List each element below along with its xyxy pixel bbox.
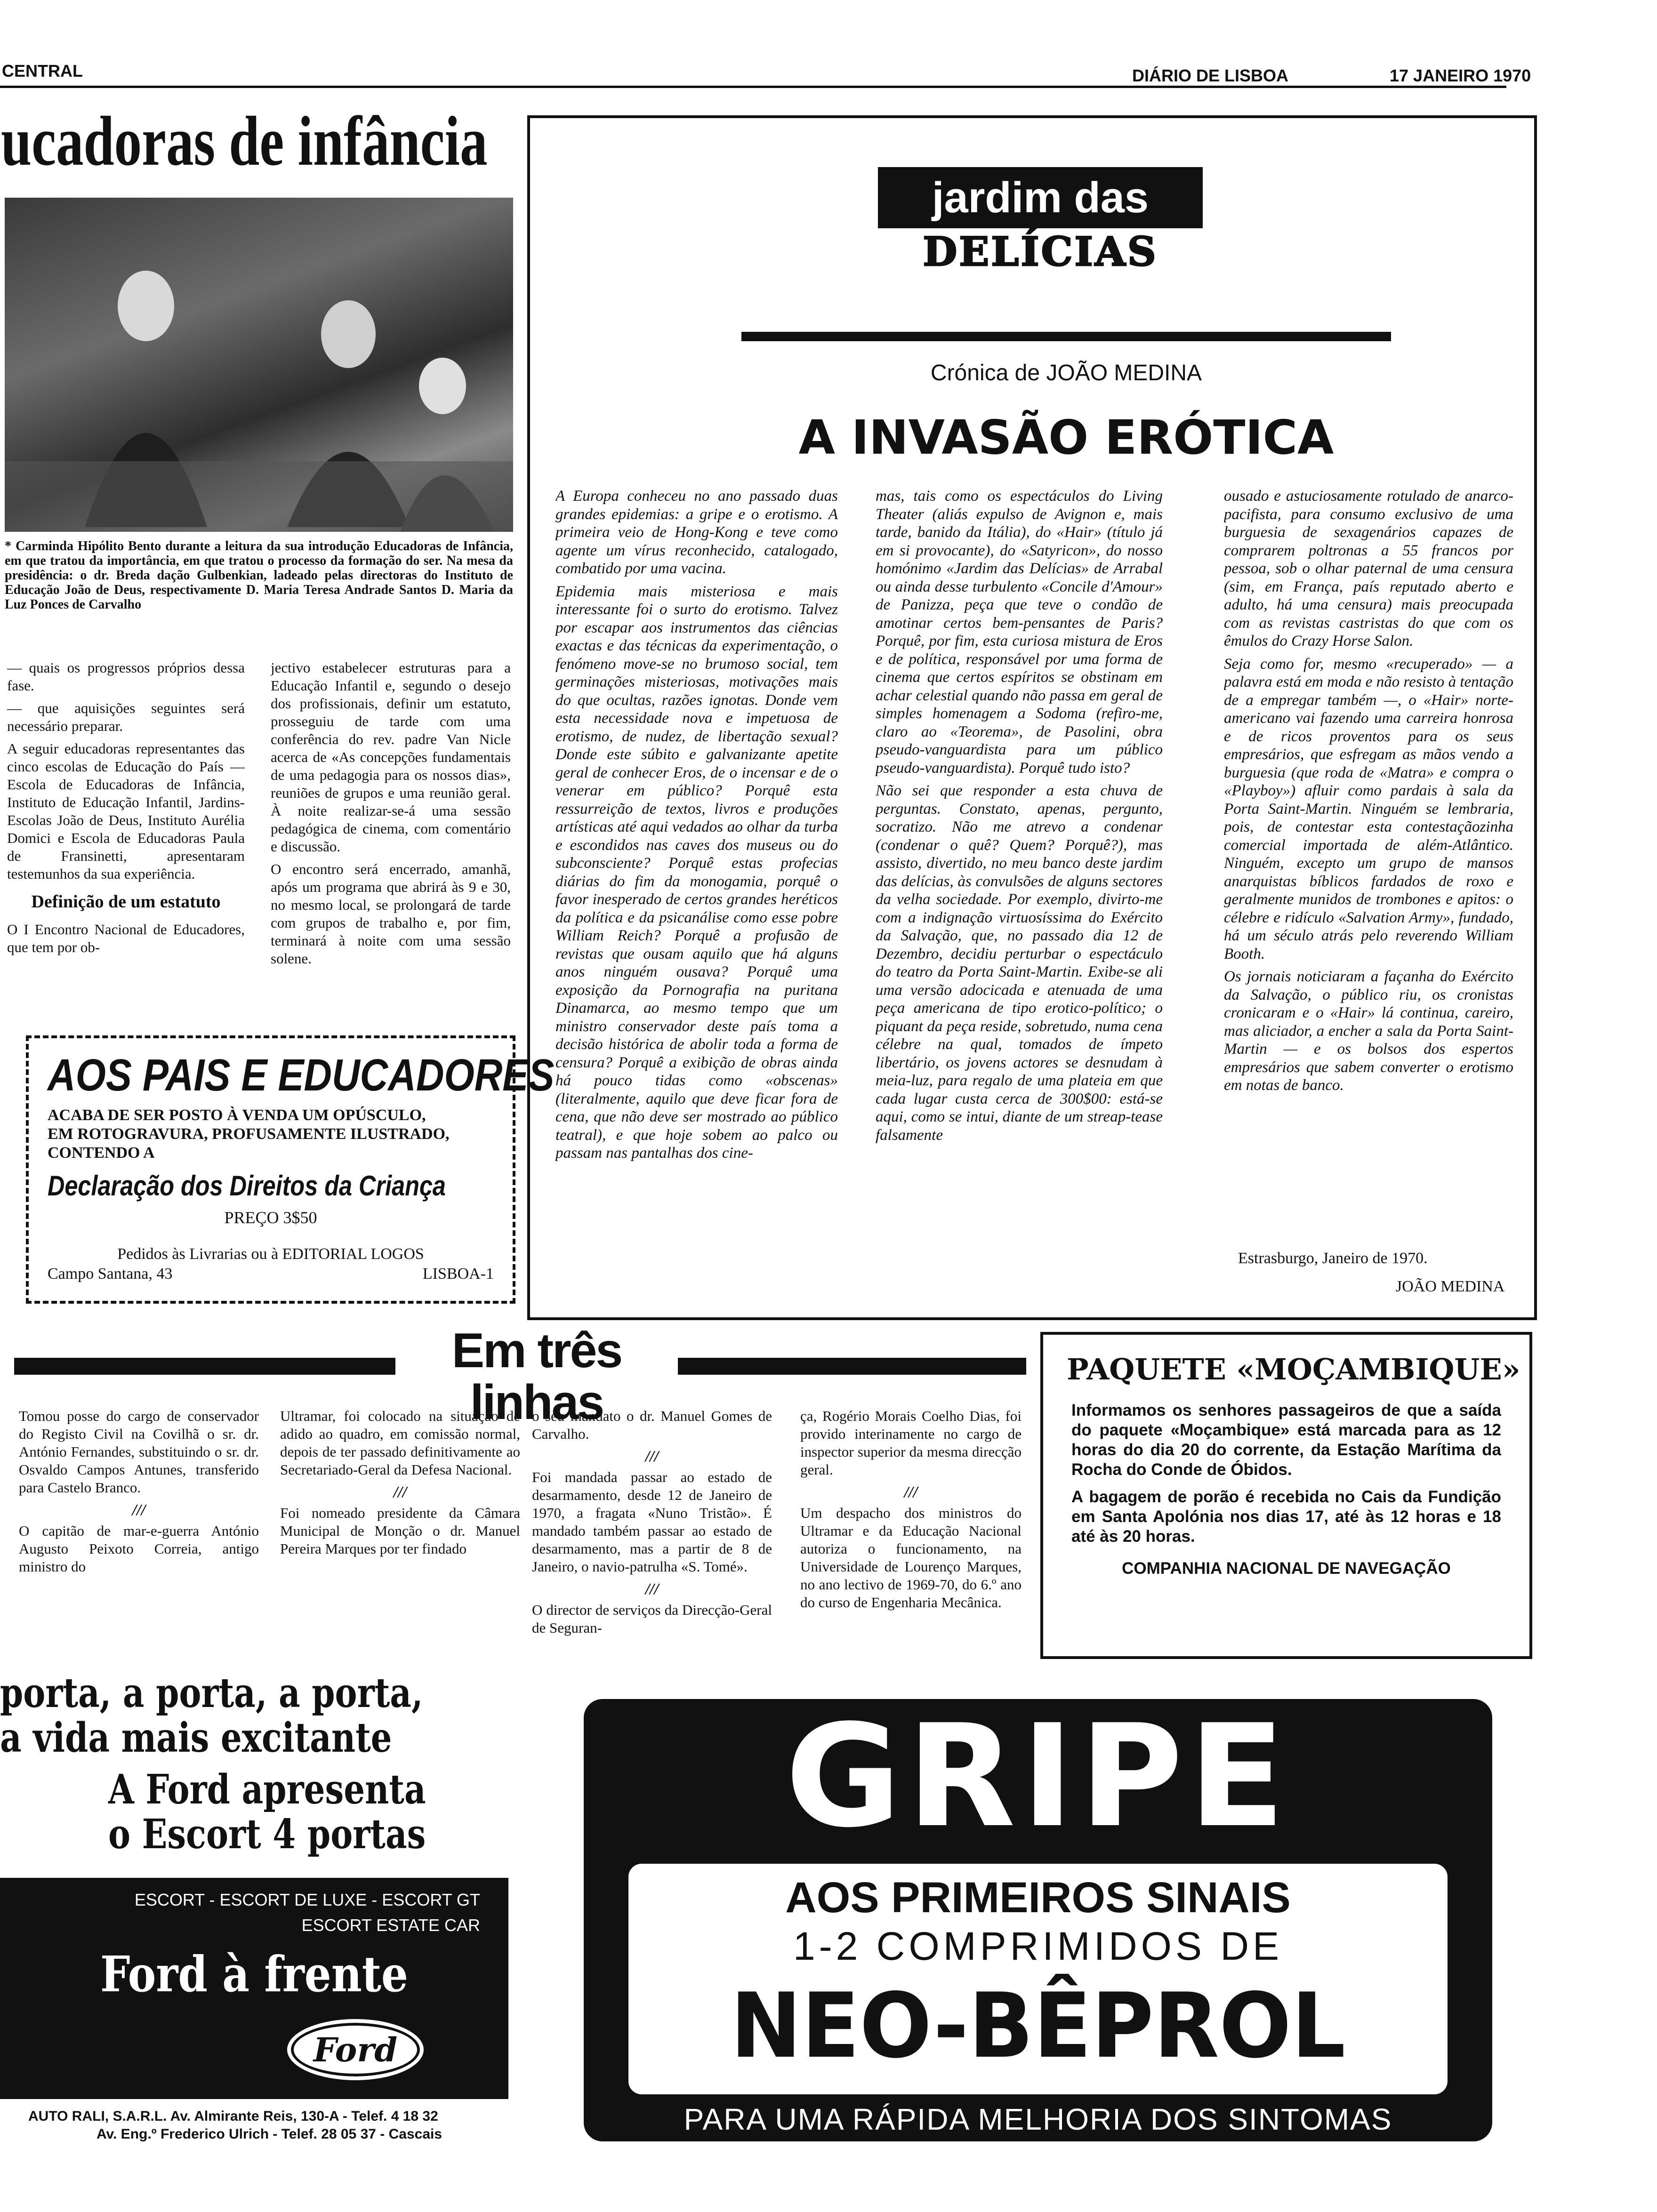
paquete-ad [1040, 1332, 1532, 1659]
newspaper-name: DIÁRIO DE LISBOA [1132, 66, 1289, 85]
ford-line: porta, a porta, a porta, [0, 1669, 423, 1717]
gripe-line: AOS PRIMEIROS SINAIS [785, 1874, 1291, 1922]
paquete-company: COMPANHIA NACIONAL DE NAVEGAÇÃO [1122, 1559, 1451, 1578]
tres-linhas-col1 [19, 1407, 259, 1628]
brief: O capitão de mar-e-guerra António Augusto Peixoto Correia, antigo ministro do [19, 1523, 259, 1575]
page-header [0, 0, 1657, 89]
left-article-col2 [271, 659, 511, 1031]
logo-top: jardim das [878, 167, 1203, 228]
ad-price: PREÇO 3$50 [224, 1208, 317, 1227]
gripe-brand: NEO-BÊPROL [730, 1974, 1346, 2078]
jardim-headline: A INVASÃO ERÓTICA [798, 410, 1334, 465]
ford-logo-text: Ford [313, 2030, 398, 2069]
gripe-title: GRIPE [785, 1694, 1291, 1859]
ford-models: ESCORT - ESCORT DE LUXE - ESCORT GT [134, 1890, 480, 1909]
jardim-logo [878, 167, 1203, 280]
separator: /// [132, 1501, 146, 1519]
ad-address-row [48, 1265, 494, 1283]
ad-city: LISBOA-1 [422, 1265, 494, 1282]
brief: Foi mandada passar ao estado de desarmamento, desde 12 de Janeiro de 1970, a fragata «Nuno Tristão». É mandado também passar ao estado de desarmamento, mas a partir de 8 de Janeiro, o navio-patrulha «S. Tomé». [532, 1469, 772, 1575]
brief: o seu mandato o dr. Manuel Gomes de Carvalho. [532, 1408, 772, 1442]
ford-ad [0, 1671, 518, 2156]
photo-figures [5, 198, 513, 532]
ford-line: A Ford apresenta [108, 1766, 426, 1813]
paquete-text: A bagagem de porão é recebida no Cais da Fundição em Santa Apolónia nos dias 17, até às 12 horas e 18 até às 20 horas. [1071, 1488, 1501, 1546]
tres-linhas-col3 [532, 1407, 772, 1685]
photo-caption: * Carminda Hipólito Bento durante a leitura da sua introdução Educadoras de Infância, em que tratou da importância, em que tratou o processo da formação do ser. Na mesa da presidência: o dr. Breda dação Gulbenkian, ladeado pelas directoras do Instituto de Educação João de Deus, respectivamente D. Maria Teresa Andrade Santos D. Maria da Luz Ponces de Carvalho [5, 539, 513, 612]
left-headline: ucadoras de infância [1, 102, 488, 180]
paragraph: A Europa conheceu no ano passado duas grandes epidemias: a gripe e o erotismo. A primeira veio de Hong-Kong e teve como agente um vírus reconhecido, catalogado, combatido por uma vacina. [555, 488, 838, 577]
pais-educadores-ad [26, 1035, 555, 1304]
paragraph: Epidemia mais misteriosa e mais interessante foi o surto do erotismo. Talvez por escapar aos instrumentos das ciências exactas e das técnicas da experimentação, o fenómeno move-se no brumoso social, tem germinações misteriosas, motivações mais do que ocultas, razões ignotas. Donde vem esta necessidade nova e impetuosa de erotismo, de nudez, de libertação sexual? Donde este súbito e galvanizante apetite geral de conhecer Eros, de o incensar e de o venerar em público? Porquê esta ressurreição de textos, livros e produções artísticas até aqui vedados ao olhar da turba e escondidos nas caves dos museus ou do subconsciente? Porquê estas profecias diárias do fim da monogamia, porquê o favor inesperado de certos grandes heréticos da política e da psicanálise como esse pobre William Reich? Porquê a profusão de revistas que ousam aquilo que há alguns anos ninguém ousava? Porquê uma exposição da Pornografia na puritana Dinamarca, ao mesmo tempo que um ministro conservador deste país toma a decisão histórica de abolir toda a forma de censura? Porquê a exibição de obras ainda há pouco tidas como «obscenas» (literalmente, aquilo que deve ficar fora de cena, que não deve ser mostrado ao público teatral), e que hoje sobem ao palco ou passam nas pantalhas dos cine- [555, 583, 838, 1162]
brief: Ultramar, foi colocado na situação de adido ao quadro, em comissão normal, depois de ter passado definitivamente ao Secretariado-Geral da Defesa Nacional. [280, 1408, 520, 1478]
gripe-inner-panel [628, 1864, 1448, 2094]
paragraph: — quais os progressos próprios dessa fase. [7, 659, 245, 694]
brief: Tomou posse do cargo de conservador do Registo Civil na Covilhã o sr. dr. António Fernandes, substituindo o sr. dr. Osvaldo Campos Antunes, transferido para Castelo Branco. [19, 1408, 259, 1496]
header-rule [0, 86, 1506, 88]
ad-line: EM ROTOGRAVURA, PROFUSAMENTE ILUSTRADO, [48, 1125, 450, 1143]
paragraph: Os jornais noticiaram a façanha do Exército da Salvação, o público riu, os cronistas cronicaram e o «Hair» lá continua, careiro, mas aliciador, a encher a sala da Porta Saint-Martin — e os bolsos dos espertos empresários que sabem converter o erotismo em notas de banco. [1224, 968, 1513, 1094]
jardim-byline: Crónica de JOÃO MEDINA [930, 361, 1202, 385]
tres-linhas-col2 [280, 1407, 520, 1628]
ad-line: ACABA DE SER POSTO À VENDA UM OPÚSCULO, [48, 1106, 426, 1124]
paragraph: Seja como for, mesmo «recuperado» — a palavra está em moda e não resisto à tentação de a empregar também —, o «Hair» norte-americano vai fazendo uma carreira honrosa e de ricos proventos para os seus empresários, que esfregam as mãos vendo a burguesia (que roda de «Matra» e compra o «Playboy») afluir como pardais à sala da Porta Saint-Martin. Ninguém se lembraria, pois, de contestar esta contestaçãozinha comercial importada de além-Atlântico. Ninguém, excepto um grupo de mansos anarquistas bíblicos fardados de roxo e geralmente munidos de trombones e apitos: o célebre e ridículo «Salvation Army», fundado, há um século atrás pelo reverendo William Booth. [1224, 655, 1513, 962]
brief: Foi nomeado presidente da Câmara Municipal de Monção o dr. Manuel Pereira Marques por ter findado [280, 1505, 520, 1557]
ford-dealer: AUTO RALI, S.A.R.L. Av. Almirante Reis, 130-A - Telef. 4 18 32 [28, 2108, 438, 2124]
ford-models: ESCORT ESTATE CAR [301, 1915, 480, 1935]
conference-photo [5, 198, 513, 532]
ford-logo [287, 2019, 424, 2080]
paragraph: jectivo estabelecer estruturas para a Educação Infantil e, segundo o desejo dos profissionais, definir um estatuto, prosseguiu de tarde com uma conferência do rev. padre Van Nicle acerca de «As concepções fundamentais de uma pedagogia para os nossos dias», reuniões de grupos e uma reunião geral. À noite realizar-se-á uma sessão pedagógica de cinema, com comentário e discussão. [271, 659, 511, 855]
booklet-title: Declaração dos Direitos da Criança [48, 1170, 446, 1202]
brief: O director de serviços da Direcção-Geral de Seguran- [532, 1602, 772, 1636]
brief: Um despacho dos ministros do Ultramar e da Educação Nacional autoriza o funcionamento, na Universidade de Lourenço Marques, no ano lectivo de 1969-70, do 6.º ano do curso de Engenharia Mecânica. [800, 1505, 1022, 1611]
ad-line: CONTENDO A [48, 1144, 155, 1162]
paragraph: — que aquisições seguintes será necessário preparar. [7, 700, 245, 734]
paragraph: mas, tais como os espectáculos do Living Theater (aliás expulso de Avignon e, mais tarde, banido da Itália), do «Hair» (título já em si provocante), do «Satyricon», do nosso homónimo «Jardim das Delícias» de Arrabal ou ainda desse turbulento «Concile d'Amour» de Panizza, peça que teve o condão de amotinar certos bem-pensantes de Paris? Porquê, por fim, esta curiosa mistura de Eros e de política, responsável por uma forma de cinema que certos espíritos se obstinam em achar celestial quando não passa em geral de simples homenagem a Sodoma (refiro-me, claro ao «Teorema», de Pasolini, obra pseudo-vanguardista para um público pseudo-vanguardista). Porquê tudo isto? [876, 488, 1163, 777]
left-article-col1 [7, 659, 245, 1031]
tres-linhas-title: Em três linhas [395, 1325, 678, 1377]
subheading: Definição de um estatuto [31, 892, 221, 912]
paragraph: A seguir educadoras representantes das cinco escolas de Educação do País — Escola de Educadoras de Infância, Instituto de Educação Infantil, Jardins-Escolas João de Deus, Instituto Aurélia Domici e Escola de Educadoras Paula de Fransinetti, apresentaram testemunhos da sua experiência. [7, 740, 245, 882]
jardim-col3 [1224, 487, 1513, 1240]
gripe-line: 1-2 COMPRIMIDOS DE [793, 1924, 1283, 1968]
paquete-title: PAQUETE «MOÇAMBIQUE» [1067, 1352, 1520, 1387]
paragraph: Não sei que responder a esta chuva de perguntas. Constato, apenas, pergunto, socratizo. Não me atrevo a condenar (condenar o quê? Quem? Porquê?), mas assisto, divertido, no meu banco deste jardim das delícias, às convulsões de alguns sectores da velha sociedade. Por exemplo, divirto-me com a indignação virtuosíssima do Exército da Salvação, que, no passado dia 12 de Dezembro, decidiu perturbar o espectáculo do teatro da Porta Saint-Martin. Exibe-se ali uma versão adocicada e atenuada de uma peça americana de tipo erotico-político; o piquant da peça reside, sobretudo, numa cena célebre na qual, tomados de ímpeto libertário, os jovens actores se desnudam à meia-luz, para regalo de uma plateia em que cada lugar custa cerca de 300$00: está-se aqui, como se intui, diante de um streap-tease falsamente [876, 782, 1163, 1144]
jardim-rule [741, 332, 1391, 341]
gripe-ad [584, 1694, 1492, 2141]
ford-black-panel [0, 1878, 508, 2099]
jardim-col1 [555, 487, 838, 1308]
separator: /// [645, 1580, 659, 1598]
paquete-text: Informamos os senhores passageiros de que a saída do paquete «Moçambique» está marcada para as 12 horas do dia 20 do corrente, da Estação Marítima da Rocha do Conde de Óbidos. [1071, 1401, 1501, 1479]
separator: /// [904, 1483, 918, 1501]
ford-line: a vida mais excitante [0, 1714, 392, 1762]
jardim-signature: JOÃO MEDINA [1396, 1278, 1505, 1295]
ford-slogan: Ford à frente [100, 1945, 408, 2003]
tres-linhas-col4 [800, 1407, 1022, 1652]
logo-bottom: DELÍCIAS [923, 228, 1158, 275]
issue-date: 17 JANEIRO 1970 [1390, 66, 1531, 85]
section-label: CENTRAL [2, 61, 83, 80]
ad-address: Campo Santana, 43 [48, 1265, 173, 1282]
brief: ça, Rogério Morais Coelho Dias, foi provido interinamente no cargo de inspector superior da mesma direcção geral. [800, 1408, 1022, 1478]
jardim-dateline: Estrasburgo, Janeiro de 1970. [1238, 1250, 1428, 1267]
ford-line: o Escort 4 portas [108, 1811, 426, 1858]
paragraph: O encontro será encerrado, amanhã, após um programa que abrirá às 9 e 30, no mesmo local, se prolongará de tarde com grupos de trabalho e, por fim, terminará à noite com uma sessão solene. [271, 861, 511, 967]
ad-title: AOS PAIS E EDUCADORES [48, 1050, 555, 1100]
separator: /// [393, 1483, 407, 1501]
ford-dealer: Av. Eng.º Frederico Ulrich - Telef. 28 05 37 - Cascais [97, 2126, 442, 2142]
jardim-col2 [876, 487, 1163, 1308]
ad-orders: Pedidos às Livrarias ou à EDITORIAL LOGOS [117, 1245, 424, 1263]
gripe-footer: PARA UMA RÁPIDA MELHORIA DOS SINTOMAS [684, 2102, 1392, 2136]
paragraph: ousado e astuciosamente rotulado de anarco-pacifista, para consumo exclusivo de uma burguesia de sexagenários capazes de comprarem poltronas a 55 francos por pessoa, sob o olhar paternal de uma censura (sim, em França, país reputado aberto e adulto, há uma censura) mais preocupada com as revistas castristas do que com os êmulos do Crazy Horse Salon. [1224, 488, 1513, 649]
paragraph: O I Encontro Nacional de Educadores, que tem por ob- [7, 921, 245, 955]
separator: /// [645, 1448, 659, 1465]
